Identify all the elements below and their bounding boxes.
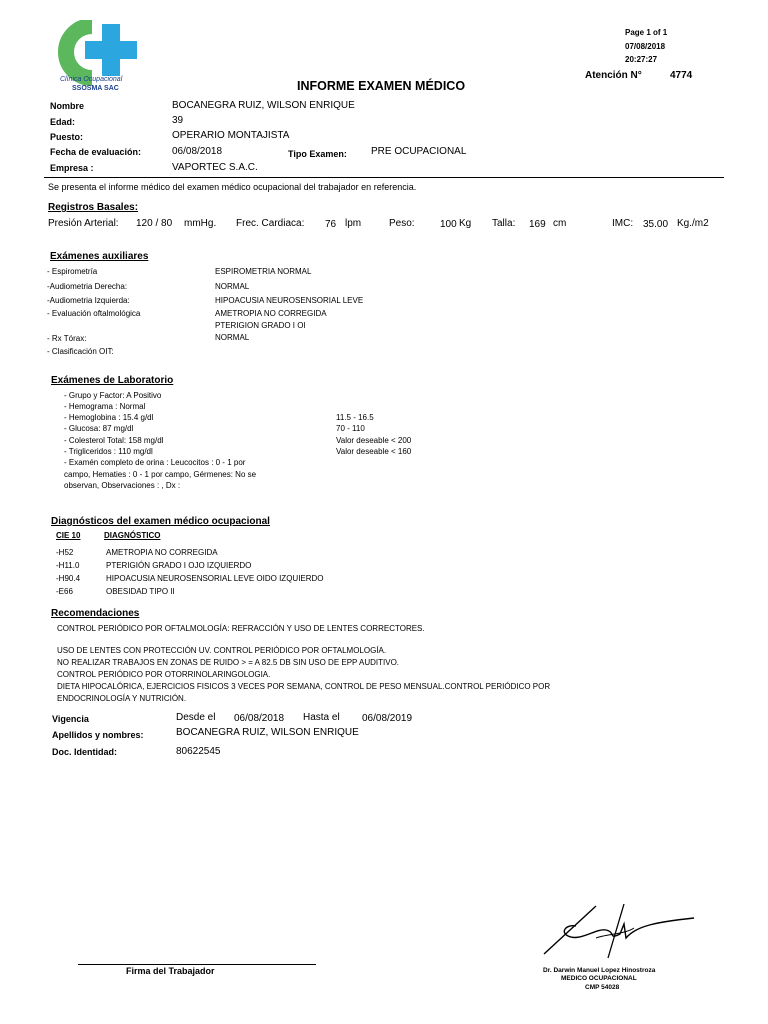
recom-line: ENDOCRINOLOGÍA Y NUTRICIÓN. bbox=[57, 694, 187, 703]
diag-desc: AMETROPIA NO CORREGIDA bbox=[106, 548, 218, 557]
header-divider bbox=[44, 177, 724, 178]
name-label: Nombre bbox=[50, 101, 85, 111]
doctor-role: MEDICO OCUPACIONAL bbox=[561, 975, 637, 982]
doc-value: 80622545 bbox=[176, 746, 221, 757]
aux-label: - Clasificación OIT: bbox=[47, 347, 114, 356]
aux-value: AMETROPIA NO CORREGIDA bbox=[215, 309, 327, 318]
lab-ref: Valor deseable < 160 bbox=[336, 447, 412, 456]
diag-code: -H11.0 bbox=[56, 561, 80, 570]
talla-label: Talla: bbox=[492, 218, 516, 229]
worker-signature-line bbox=[78, 964, 316, 965]
fc-label: Frec. Cardiaca: bbox=[236, 218, 305, 229]
fc-value: 76 bbox=[325, 219, 337, 230]
diag-code: -E66 bbox=[56, 587, 73, 596]
talla-unit: cm bbox=[553, 218, 567, 229]
lab-item: - Grupo y Factor: A Positivo bbox=[64, 391, 162, 400]
pa-label: Presión Arterial: bbox=[48, 218, 119, 229]
company-label: Empresa : bbox=[50, 163, 94, 173]
diag-desc: HIPOACUSIA NEUROSENSORIAL LEVE OIDO IZQUIERDO bbox=[106, 574, 324, 583]
names-label: Apellidos y nombres: bbox=[52, 730, 144, 740]
attention-label: Atención N° bbox=[585, 70, 642, 81]
eval-date-label: Fecha de evaluación: bbox=[50, 147, 142, 157]
post-label: Puesto: bbox=[50, 132, 84, 142]
lab-ref: 70 - 110 bbox=[336, 424, 365, 433]
recom-heading: Recomendaciones bbox=[51, 608, 140, 619]
doctor-name: Dr. Darwin Manuel Lopez Hinostroza bbox=[543, 967, 656, 974]
doctor-signature-icon bbox=[536, 898, 696, 960]
logo-subtext: SSOSMA SAC bbox=[72, 85, 119, 92]
lab-item: - Hemoglobina : 15.4 g/dl bbox=[64, 413, 154, 422]
age-label: Edad: bbox=[50, 117, 76, 127]
aux-value: NORMAL bbox=[215, 282, 250, 291]
aux-value: ESPIROMETRIA NORMAL bbox=[215, 267, 312, 276]
diag-col-cie: CIE 10 bbox=[56, 531, 81, 540]
diag-col-desc: DIAGNÓSTICO bbox=[104, 531, 161, 540]
aux-value: HIPOACUSIA NEUROSENSORIAL LEVE bbox=[215, 296, 364, 305]
aux-value: PTERIGION GRADO I OI bbox=[215, 321, 306, 330]
pa-value: 120 / 80 bbox=[136, 218, 173, 229]
aux-label: -Audiometria Derecha: bbox=[47, 282, 128, 291]
attention-number: 4774 bbox=[670, 70, 693, 81]
basales-heading: Registros Basales: bbox=[48, 202, 139, 213]
lab-ref: 11.5 - 16.5 bbox=[336, 413, 374, 422]
lab-heading: Exámenes de Laboratorio bbox=[51, 375, 174, 386]
hasta-label: Hasta el bbox=[303, 712, 340, 723]
imc-label: IMC: bbox=[612, 218, 634, 229]
lab-item: - Glucosa: 87 mg/dl bbox=[64, 424, 134, 433]
patient-post: OPERARIO MONTAJISTA bbox=[172, 130, 290, 141]
doctor-cmp: CMP 54028 bbox=[585, 984, 620, 991]
recom-line: NO REALIZAR TRABAJOS EN ZONAS DE RUIDO > = A 82.5 DB SIN USO DE EPP AUDITIVO. bbox=[57, 658, 400, 667]
aux-label: - Espirometría bbox=[47, 267, 98, 276]
company: VAPORTEC S.A.C. bbox=[172, 162, 258, 173]
vigencia-label: Vigencia bbox=[52, 714, 89, 724]
fc-unit: lpm bbox=[345, 218, 362, 229]
print-date: 07/08/2018 bbox=[625, 42, 666, 51]
diag-desc: PTERIGIÓN GRADO I OJO IZQUIERDO bbox=[106, 561, 252, 570]
print-time: 20:27:27 bbox=[625, 55, 658, 64]
lab-item: - Hemograma : Normal bbox=[64, 402, 146, 411]
imc-value: 35.00 bbox=[643, 219, 669, 230]
auxiliares-heading: Exámenes auxiliares bbox=[50, 251, 149, 262]
lab-ref: Valor deseable < 200 bbox=[336, 436, 412, 445]
worker-signature-label: Firma del Trabajador bbox=[126, 966, 215, 976]
lab-orina: observan, Observaciones : , Dx : bbox=[64, 481, 181, 490]
desde-date: 06/08/2018 bbox=[234, 713, 285, 724]
patient-age: 39 bbox=[172, 115, 184, 126]
diag-code: -H52 bbox=[56, 548, 74, 557]
pa-unit: mmHg. bbox=[184, 218, 217, 229]
talla-value: 169 bbox=[529, 219, 546, 230]
doc-label: Doc. Identidad: bbox=[52, 747, 117, 757]
aux-label: - Evaluación oftalmológica bbox=[47, 309, 141, 318]
lab-orina: - Examén completo de orina : Leucocitos : 0 - 1 por bbox=[64, 458, 246, 467]
peso-unit: Kg bbox=[459, 218, 472, 229]
logo-text: Clínica Ocupacional bbox=[60, 76, 123, 83]
eval-date: 06/08/2018 bbox=[172, 146, 223, 157]
exam-type-label: Tipo Examen: bbox=[288, 149, 347, 159]
hasta-date: 06/08/2019 bbox=[362, 713, 413, 724]
recom-line: USO DE LENTES CON PROTECCIÓN UV. CONTROL PERIÓDICO POR OFTALMOLOGÍA. bbox=[57, 646, 387, 655]
peso-value: 100 bbox=[440, 219, 457, 230]
intro-text: Se presenta el informe médico del examen médico ocupacional del trabajador en referencia. bbox=[48, 182, 417, 192]
exam-type: PRE OCUPACIONAL bbox=[371, 146, 467, 157]
lab-item: - Trigliceridos : 110 mg/dl bbox=[64, 447, 153, 456]
lab-item: - Colesterol Total: 158 mg/dl bbox=[64, 436, 164, 445]
patient-name: BOCANEGRA RUIZ, WILSON ENRIQUE bbox=[172, 100, 355, 111]
diag-heading: Diagnósticos del examen médico ocupacional bbox=[51, 516, 270, 527]
recom-line: CONTROL PERIÓDICO POR OFTALMOLOGÍA: REFRACCIÓN Y USO DE LENTES CORRECTORES. bbox=[57, 624, 425, 633]
lab-orina: campo, Hematies : 0 - 1 por campo, Gérmenes: No se bbox=[64, 470, 257, 479]
document-title: INFORME EXAMEN MÉDICO bbox=[297, 79, 466, 93]
diag-code: -H90.4 bbox=[56, 574, 81, 583]
imc-unit: Kg./m2 bbox=[677, 218, 709, 229]
aux-label: - Rx Tórax: bbox=[47, 334, 87, 343]
desde-label: Desde el bbox=[176, 712, 216, 723]
diag-desc: OBESIDAD TIPO II bbox=[106, 587, 175, 596]
recom-line: CONTROL PERIÓDICO POR OTORRINOLARINGOLOGIA. bbox=[57, 670, 271, 679]
peso-label: Peso: bbox=[389, 218, 415, 229]
names-value: BOCANEGRA RUIZ, WILSON ENRIQUE bbox=[176, 727, 359, 738]
aux-value: NORMAL bbox=[215, 333, 250, 342]
page-number: Page 1 of 1 bbox=[625, 28, 668, 37]
aux-label: -Audiometria Izquierda: bbox=[47, 296, 130, 305]
recom-line: DIETA HIPOCALÓRICA, EJERCICIOS FISICOS 3 VECES POR SEMANA, CONTROL DE PESO MENSUAL.CONTROL PERIÓDICO POR bbox=[57, 682, 551, 691]
